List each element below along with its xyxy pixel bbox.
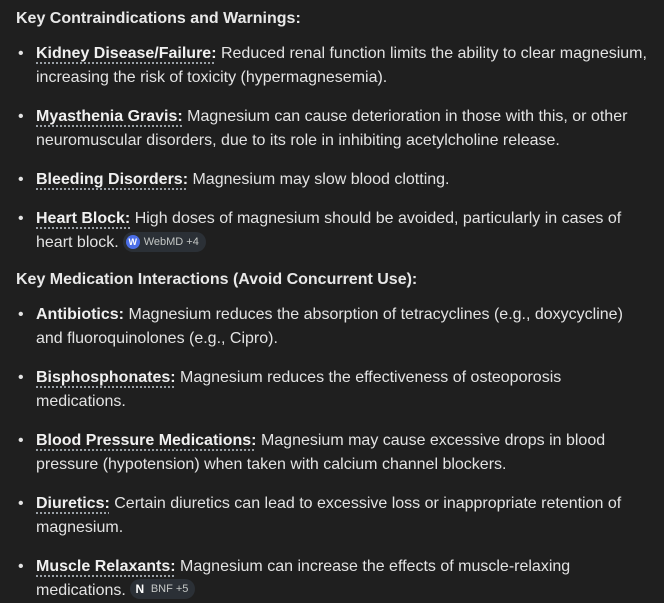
list-item	[16, 207, 648, 255]
term-bisphosphonates[interactable]: Bisphosphonates:	[36, 369, 176, 386]
section-heading-contraindications: Key Contraindications and Warnings:	[16, 10, 301, 27]
item-text: Magnesium can cause deterioration in those with this, or other neuromuscular disorders, due to its role in inhibiting acetylcholine release.	[36, 108, 628, 149]
list-item	[16, 168, 648, 192]
term-myasthenia-gravis[interactable]: Myasthenia Gravis:	[36, 108, 183, 125]
term-blood-pressure-medications[interactable]: Blood Pressure Medications:	[36, 432, 257, 449]
list-item	[16, 105, 648, 153]
list-item	[16, 429, 648, 477]
list-item	[16, 42, 648, 90]
interactions-list	[16, 303, 648, 603]
list-item	[16, 303, 648, 351]
term-diuretics[interactable]: Diuretics:	[36, 495, 110, 512]
term-muscle-relaxants[interactable]: Muscle Relaxants:	[36, 558, 176, 575]
citation-chip-webmd[interactable]	[123, 232, 206, 252]
item-text: Magnesium may cause excessive drops in blood pressure (hypotension) when taken with calcium channel blockers.	[36, 432, 606, 473]
section-heading-interactions: Key Medication Interactions (Avoid Concurrent Use):	[16, 271, 418, 288]
term-bleeding-disorders[interactable]: Bleeding Disorders:	[36, 171, 189, 188]
list-item	[16, 555, 648, 603]
term-antibiotics: Antibiotics:	[36, 306, 124, 323]
item-text: Magnesium may slow blood clotting.	[188, 171, 450, 188]
term-kidney-disease[interactable]: Kidney Disease/Failure:	[36, 45, 217, 62]
item-text: Reduced renal function limits the ability to clear magnesium, increasing the risk of toxicity (hypermagnesemia).	[36, 45, 647, 86]
list-item	[16, 366, 648, 414]
list-item	[16, 492, 648, 540]
citation-label: WebMD +4	[143, 236, 199, 248]
item-text: Magnesium reduces the effectiveness of osteoporosis medications.	[36, 369, 562, 410]
item-text: Certain diuretics can lead to excessive loss or inappropriate retention of magnesium.	[36, 495, 622, 536]
item-text: High doses of magnesium should be avoided, particularly in cases of heart block.	[36, 210, 622, 251]
term-heart-block[interactable]: Heart Block:	[36, 210, 131, 227]
citation-chip-bnf[interactable]	[130, 579, 196, 599]
bnf-icon: N	[135, 582, 145, 596]
contraindications-list	[16, 42, 648, 255]
citation-label: BNF +5	[150, 583, 189, 595]
item-text: Magnesium reduces the absorption of tetracyclines (e.g., doxycycline) and fluoroquinolones (e.g., Cipro).	[36, 306, 623, 347]
webmd-icon: W	[126, 235, 140, 249]
item-text: Magnesium can increase the effects of muscle-relaxing medications.	[36, 558, 571, 599]
